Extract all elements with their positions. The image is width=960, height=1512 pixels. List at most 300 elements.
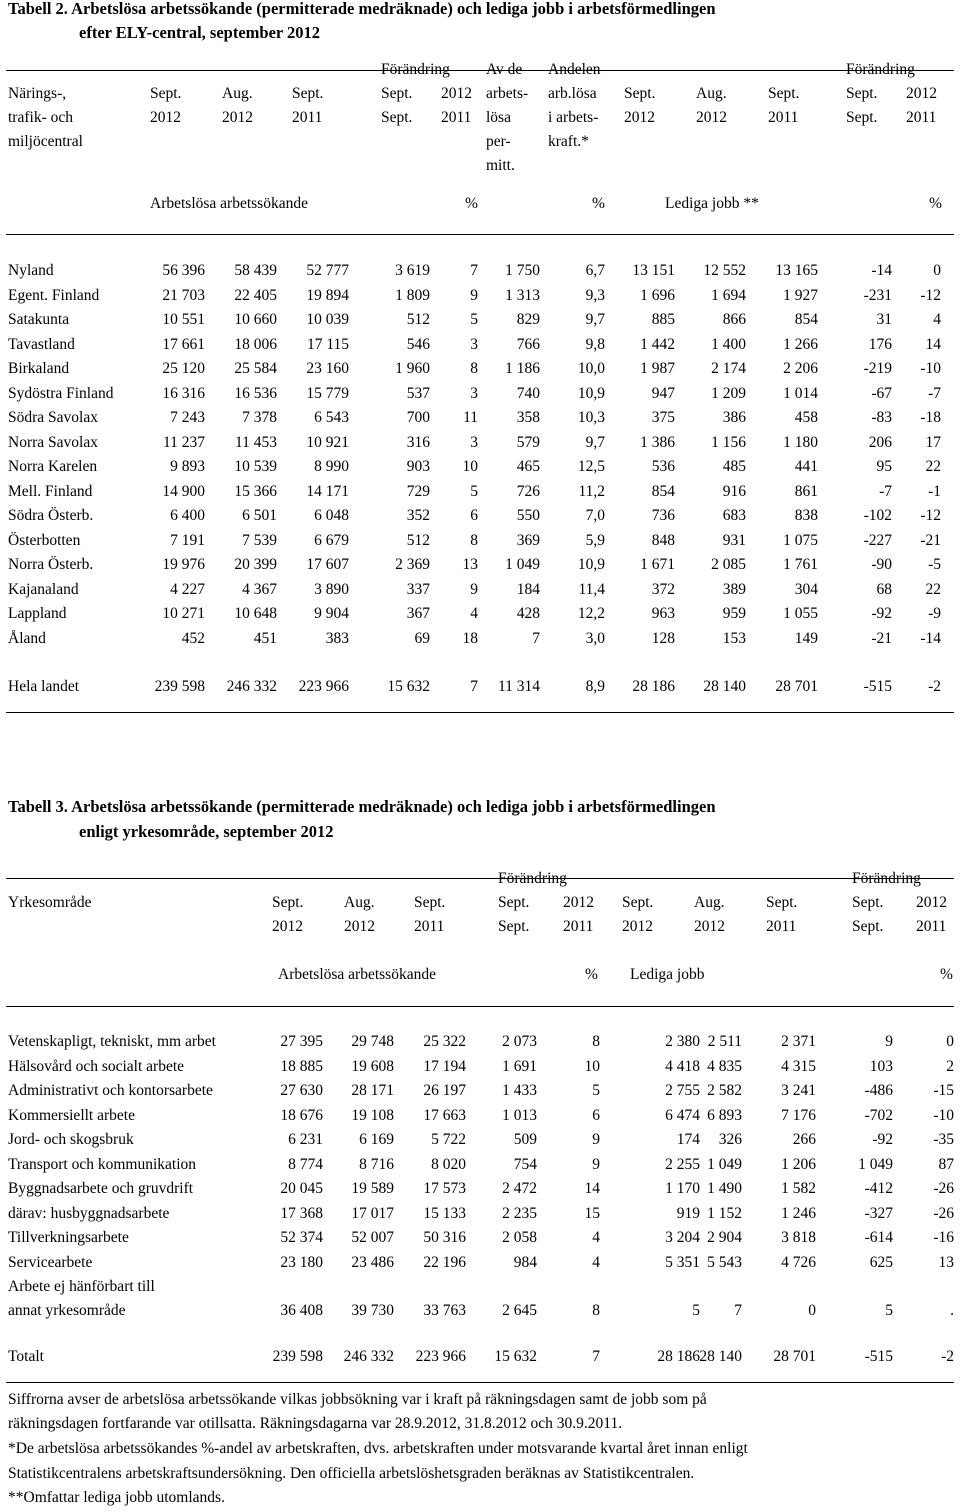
cell-value: 14 900 <box>162 482 205 500</box>
cell-value: 17 661 <box>162 335 205 353</box>
header-change-vacancies: Förändring <box>852 870 921 887</box>
row-label: Nyland <box>8 262 54 279</box>
cell-value: 683 <box>722 507 746 524</box>
cell-value: 9 <box>592 1155 600 1173</box>
cell-value: -26 <box>933 1204 954 1222</box>
header-col-occupation: Yrkesområde <box>8 894 92 911</box>
row-label: Mell. Finland <box>8 482 93 500</box>
header-col-region: trafik- och <box>8 109 73 126</box>
table2-header-rule <box>6 234 954 235</box>
cell-value: 7,0 <box>585 507 605 524</box>
cell-value: 33 763 <box>423 1302 466 1319</box>
cell-value: 2 206 <box>783 360 818 377</box>
header-sept2011: Sept. <box>414 894 446 911</box>
cell-value: 206 <box>868 433 892 451</box>
row-label: Norra Österb. <box>8 556 94 573</box>
cell-value: -515 <box>863 678 892 695</box>
cell-value: -92 <box>871 605 892 622</box>
table2-top-rule <box>6 70 954 71</box>
cell-value: 10 551 <box>162 311 205 328</box>
cell-value: 5 543 <box>707 1253 742 1271</box>
cell-value: -7 <box>879 482 892 500</box>
footnote: *De arbetslösa arbetssökandes %-andel av arbetskraften, dvs. arbetskraften under motsvarande kvartal året innan enligt <box>8 1440 748 1457</box>
cell-value: 21 703 <box>162 286 205 304</box>
cell-value: 28 701 <box>775 678 818 695</box>
cell-value: 5 <box>885 1302 893 1319</box>
cell-value: 1 433 <box>502 1082 537 1099</box>
cell-value: -486 <box>864 1082 893 1099</box>
cell-value: 17 368 <box>280 1204 323 1222</box>
cell-value: 1 152 <box>707 1204 742 1222</box>
cell-value: 9,3 <box>585 286 605 304</box>
cell-value: 17 <box>925 433 941 451</box>
header-change-b: 2012 <box>441 85 472 102</box>
cell-value: 3 <box>470 433 478 451</box>
cell-value: 23 160 <box>306 360 349 377</box>
cell-value: 861 <box>794 482 818 500</box>
cell-value: 9,8 <box>585 335 605 353</box>
cell-value: 13 151 <box>632 262 675 279</box>
cell-value: -12 <box>920 286 941 304</box>
cell-value: 18 885 <box>280 1057 323 1075</box>
cell-value: 15 632 <box>494 1348 537 1365</box>
cell-value: 7 <box>532 629 540 647</box>
cell-value: 7 176 <box>781 1106 816 1124</box>
table2-title: Tabell 2. Arbetslösa arbetssökande (permitterade medräknade) och lediga jobb i arbetsförmedlingen <box>8 0 716 18</box>
footnote: Statistikcentralens arbetskraftsundersökning. Den officiella arbetslöshetsgraden beräknas av Statistikcentralen. <box>8 1465 695 1482</box>
header-av-de: Av de <box>486 61 523 78</box>
cell-value: 103 <box>869 1057 893 1075</box>
cell-value: 512 <box>406 311 430 328</box>
cell-value: 375 <box>651 409 675 426</box>
table3-bottom-rule <box>6 1382 954 1383</box>
cell-value: 4 <box>592 1253 600 1271</box>
header-change-a: Sept. <box>498 894 530 911</box>
cell-value: -10 <box>920 360 941 377</box>
cell-value: 537 <box>406 384 430 402</box>
header-aug2012: 2012 <box>344 918 375 935</box>
cell-value: 337 <box>406 580 430 598</box>
cell-value: 10 039 <box>306 311 349 328</box>
cell-value: -614 <box>864 1229 893 1246</box>
row-label: Tavastland <box>8 335 75 353</box>
table2-bottom-rule <box>6 712 954 713</box>
cell-value: -83 <box>871 409 892 426</box>
header-sept2012: Sept. <box>150 85 182 102</box>
header-change-a: Sept. <box>846 85 878 102</box>
cell-value: 4 <box>933 311 941 328</box>
header-aug2012: Aug. <box>222 85 253 102</box>
cell-value: -327 <box>864 1204 893 1222</box>
cell-value: 16 536 <box>234 384 277 402</box>
header-vac-sept2011: Sept. <box>766 894 798 911</box>
cell-value: 8,9 <box>585 678 605 695</box>
cell-value: -515 <box>864 1348 893 1365</box>
header-andelen: arb.lösa <box>548 85 597 102</box>
row-label: Sydöstra Finland <box>8 384 114 402</box>
cell-value: 52 007 <box>351 1229 394 1246</box>
cell-value: 6 231 <box>288 1131 323 1148</box>
cell-value: 9 <box>470 580 478 598</box>
header-change-a: Sept. <box>381 85 413 102</box>
cell-value: -16 <box>933 1229 954 1246</box>
cell-value: -219 <box>863 360 892 377</box>
cell-value: 1 246 <box>781 1204 816 1222</box>
cell-value: 1 055 <box>783 605 818 622</box>
cell-value: 1 761 <box>783 556 818 573</box>
cell-value: 9 <box>470 286 478 304</box>
cell-value: 9 893 <box>170 458 205 475</box>
row-label: Satakunta <box>8 311 70 328</box>
cell-value: -14 <box>920 629 941 647</box>
header-vac-sept2012: 2012 <box>624 109 655 126</box>
cell-value: 1 386 <box>640 433 675 451</box>
cell-value: 2 255 <box>665 1155 700 1173</box>
table3-title: Tabell 3. Arbetslösa arbetssökande (permitterade medräknade) och lediga jobb i arbetsförmedlingen <box>8 797 716 816</box>
cell-value: 6 169 <box>359 1131 394 1148</box>
cell-value: 358 <box>516 409 540 426</box>
cell-value: 2 755 <box>665 1082 700 1099</box>
cell-value: 1 582 <box>781 1180 816 1197</box>
cell-value: 29 748 <box>351 1033 394 1050</box>
cell-value: 28 171 <box>351 1082 394 1099</box>
group-pct: % <box>940 966 953 983</box>
cell-value: 31 <box>876 311 892 328</box>
cell-value: 20 045 <box>280 1180 323 1197</box>
cell-value: -102 <box>863 507 892 524</box>
cell-value: 27 630 <box>280 1082 323 1099</box>
cell-value: 754 <box>513 1155 537 1173</box>
cell-value: 10 921 <box>306 433 349 451</box>
header-vac-sept2012: Sept. <box>622 894 654 911</box>
row-label: Norra Savolax <box>8 433 98 451</box>
cell-value: 28 186 <box>657 1348 700 1365</box>
cell-value: 36 408 <box>280 1302 323 1319</box>
header-change-unemployed: Förändring <box>498 870 567 887</box>
cell-value: 10,9 <box>577 384 605 402</box>
cell-value: 11 314 <box>497 678 540 695</box>
cell-value: 848 <box>651 531 675 549</box>
cell-value: 223 966 <box>298 678 349 695</box>
header-change-b: 2012 <box>563 894 594 911</box>
cell-value: 9,7 <box>585 311 605 328</box>
cell-value: 367 <box>406 605 430 622</box>
group-pct: % <box>465 195 478 212</box>
cell-value: 1 750 <box>505 262 540 279</box>
cell-value: 28 140 <box>703 678 746 695</box>
cell-value: 1 400 <box>711 335 746 353</box>
cell-value: 14 171 <box>306 482 349 500</box>
row-label: Hela landet <box>8 678 80 695</box>
cell-value: 174 <box>676 1131 700 1148</box>
cell-value: 465 <box>516 458 540 475</box>
cell-value: 246 332 <box>226 678 277 695</box>
row-label: Jord- och skogsbruk <box>8 1131 134 1148</box>
cell-value: 13 <box>938 1253 954 1271</box>
cell-value: 509 <box>513 1131 537 1148</box>
cell-value: -12 <box>920 507 941 524</box>
cell-value: 17 017 <box>351 1204 394 1222</box>
cell-value: 451 <box>253 629 277 647</box>
cell-value: 7 191 <box>170 531 205 549</box>
header-vac-aug2012: Aug. <box>696 85 727 102</box>
cell-value: 6 048 <box>314 507 349 524</box>
cell-value: 19 894 <box>306 286 349 304</box>
cell-value: 1 490 <box>707 1180 742 1197</box>
cell-value: 1 186 <box>505 360 540 377</box>
header-vac-sept2011: 2011 <box>768 109 799 126</box>
cell-value: 14 <box>925 335 941 353</box>
cell-value: 14 <box>584 1180 600 1197</box>
header-vac-sept2012: 2012 <box>622 918 653 935</box>
cell-value: 22 405 <box>234 286 277 304</box>
cell-value: 766 <box>516 335 540 353</box>
cell-value: 10 <box>584 1057 600 1075</box>
cell-value: 550 <box>516 507 540 524</box>
cell-value: 5 722 <box>431 1131 466 1148</box>
row-label: Tillverkningsarbete <box>8 1229 129 1246</box>
cell-value: 16 316 <box>162 384 205 402</box>
row-label: annat yrkesområde <box>8 1302 126 1319</box>
header-change-b: 2011 <box>906 109 937 126</box>
cell-value: 22 196 <box>423 1253 466 1271</box>
header-sept2012: 2012 <box>272 918 303 935</box>
cell-value: 50 316 <box>423 1229 466 1246</box>
cell-value: 8 020 <box>431 1155 466 1173</box>
header-andelen: kraft.* <box>548 133 589 150</box>
cell-value: -412 <box>864 1180 893 1197</box>
header-change-a: Sept. <box>852 918 884 935</box>
cell-value: 239 598 <box>272 1348 323 1365</box>
cell-value: 7 243 <box>170 409 205 426</box>
row-label: Transport och kommunikation <box>8 1155 197 1173</box>
cell-value: 10,9 <box>577 556 605 573</box>
cell-value: 536 <box>651 458 675 475</box>
cell-value: 15 779 <box>306 384 349 402</box>
cell-value: 700 <box>406 409 430 426</box>
cell-value: 1 927 <box>783 286 818 304</box>
row-label: Administrativt och kontorsarbete <box>8 1082 213 1099</box>
cell-value: 2 <box>946 1057 954 1075</box>
cell-value: 2 058 <box>502 1229 537 1246</box>
cell-value: 7 539 <box>242 531 277 549</box>
header-change-a: Sept. <box>381 109 413 126</box>
cell-value: 26 197 <box>423 1082 466 1099</box>
cell-value: -227 <box>863 531 892 549</box>
table2-subtitle: efter ELY-central, september 2012 <box>79 23 321 42</box>
cell-value: 58 439 <box>234 262 277 279</box>
cell-value: 23 486 <box>351 1253 394 1271</box>
cell-value: 1 960 <box>395 360 430 377</box>
group-pct: % <box>929 195 942 212</box>
cell-value: 5,9 <box>585 531 605 549</box>
cell-value: 458 <box>794 409 818 426</box>
cell-value: -2 <box>928 678 941 695</box>
cell-value: 5 <box>470 482 478 500</box>
cell-value: 11 <box>463 409 478 426</box>
cell-value: 246 332 <box>343 1348 394 1365</box>
cell-value: 7 <box>470 262 478 279</box>
cell-value: 829 <box>516 311 540 328</box>
cell-value: 6 <box>592 1106 600 1124</box>
cell-value: 916 <box>722 482 746 500</box>
cell-value: 10,3 <box>577 409 605 426</box>
cell-value: 25 584 <box>234 360 277 377</box>
cell-value: 6 893 <box>707 1106 742 1124</box>
cell-value: 1 691 <box>502 1057 537 1075</box>
cell-value: 11,2 <box>578 482 605 500</box>
cell-value: 17 194 <box>423 1057 466 1075</box>
cell-value: 10 271 <box>162 605 205 622</box>
row-label: Birkaland <box>8 360 70 377</box>
cell-value: 2 582 <box>707 1082 742 1099</box>
cell-value: 68 <box>876 580 892 598</box>
cell-value: 10,0 <box>577 360 605 377</box>
header-change-a: Sept. <box>846 109 878 126</box>
row-label: Österbotten <box>8 531 81 549</box>
cell-value: 3 204 <box>665 1229 700 1246</box>
cell-value: 19 108 <box>351 1106 394 1124</box>
header-change-b: 2011 <box>563 918 594 935</box>
cell-value: -90 <box>871 556 892 573</box>
cell-value: 7 378 <box>242 409 277 426</box>
cell-value: 885 <box>651 311 675 328</box>
row-label: Norra Karelen <box>8 458 98 475</box>
cell-value: 2 904 <box>707 1229 742 1246</box>
cell-value: 1 987 <box>640 360 675 377</box>
cell-value: 2 380 <box>665 1033 700 1050</box>
cell-value: 3 818 <box>781 1229 816 1246</box>
cell-value: 1 442 <box>640 335 675 353</box>
cell-value: 25 322 <box>423 1033 466 1050</box>
header-av-de: lösa <box>486 109 511 126</box>
cell-value: 223 966 <box>415 1348 466 1365</box>
cell-value: 52 777 <box>306 262 349 279</box>
cell-value: 4 367 <box>242 580 277 598</box>
cell-value: -231 <box>863 286 892 304</box>
cell-value: 15 <box>584 1204 600 1222</box>
cell-value: 18 <box>462 629 478 647</box>
cell-value: 5 351 <box>665 1253 700 1271</box>
group-pct: % <box>585 966 598 983</box>
cell-value: 7 <box>592 1348 600 1365</box>
cell-value: 52 374 <box>280 1229 323 1246</box>
group-vacancies: Lediga jobb ** <box>665 195 759 212</box>
header-vac-sept2011: 2011 <box>766 918 797 935</box>
cell-value: 15 632 <box>387 678 430 695</box>
cell-value: -5 <box>928 556 941 573</box>
cell-value: 6 679 <box>314 531 349 549</box>
header-av-de: arbets- <box>486 85 529 102</box>
table3-header-rule <box>6 1006 954 1007</box>
cell-value: 1 694 <box>711 286 746 304</box>
cell-value: 316 <box>406 433 430 451</box>
row-label: Södra Savolax <box>8 409 98 426</box>
cell-value: 4 315 <box>781 1057 816 1075</box>
cell-value: 984 <box>513 1253 537 1271</box>
cell-value: 1 206 <box>781 1155 816 1173</box>
cell-value: -21 <box>871 629 892 647</box>
cell-value: 6 <box>470 507 478 524</box>
cell-value: 726 <box>516 482 540 500</box>
cell-value: 3 <box>470 384 478 402</box>
cell-value: 1 696 <box>640 286 675 304</box>
header-vac-aug2012: Aug. <box>694 894 725 911</box>
row-label: Vetenskapligt, tekniskt, mm arbet <box>8 1033 216 1050</box>
cell-value: 352 <box>406 507 430 524</box>
cell-value: -21 <box>920 531 941 549</box>
cell-value: 4 <box>470 605 478 622</box>
cell-value: 8 <box>470 360 478 377</box>
row-label: Kommersiellt arbete <box>8 1106 135 1124</box>
cell-value: 1 809 <box>395 286 430 304</box>
cell-value: 11 237 <box>162 433 205 451</box>
cell-value: 19 976 <box>162 556 205 573</box>
header-change-unemployed: Förändring <box>381 61 450 78</box>
cell-value: 1 049 <box>707 1155 742 1173</box>
cell-value: 1 313 <box>505 286 540 304</box>
cell-value: 6 543 <box>314 409 349 426</box>
cell-value: 1 180 <box>783 433 818 451</box>
cell-value: 7 <box>470 678 478 695</box>
footnote: Siffrorna avser de arbetslösa arbetssökande vilkas jobbsökning var i kraft på räkningsdagen samt de jobb som på <box>8 1391 707 1408</box>
header-sept2012: 2012 <box>150 109 181 126</box>
cell-value: 736 <box>651 507 675 524</box>
cell-value: 18 006 <box>234 335 277 353</box>
cell-value: 931 <box>722 531 746 549</box>
cell-value: 239 598 <box>154 678 205 695</box>
cell-value: 39 730 <box>351 1302 394 1319</box>
cell-value: 27 395 <box>280 1033 323 1050</box>
cell-value: 6 501 <box>242 507 277 524</box>
row-label: Arbete ej hänförbart till <box>8 1278 155 1295</box>
row-label: Byggnadsarbete och gruvdrift <box>8 1180 194 1197</box>
cell-value: 10 <box>462 458 478 475</box>
row-label: Egent. Finland <box>8 286 100 304</box>
header-change-a: Sept. <box>852 894 884 911</box>
cell-value: 56 396 <box>162 262 205 279</box>
cell-value: 1 049 <box>858 1155 893 1173</box>
cell-value: 1 014 <box>783 384 818 402</box>
cell-value: 176 <box>868 335 892 353</box>
cell-value: 15 133 <box>423 1204 466 1222</box>
cell-value: -2 <box>941 1348 954 1365</box>
cell-value: 17 573 <box>423 1180 466 1197</box>
cell-value: -702 <box>864 1106 893 1124</box>
cell-value: 13 <box>462 556 478 573</box>
cell-value: -35 <box>933 1131 954 1148</box>
header-sept2011: 2011 <box>414 918 445 935</box>
cell-value: 838 <box>794 507 818 524</box>
cell-value: -26 <box>933 1180 954 1197</box>
cell-value: 1 170 <box>665 1180 700 1197</box>
cell-value: 28 186 <box>632 678 675 695</box>
cell-value: 326 <box>718 1131 742 1148</box>
header-andelen: Andelen <box>548 61 601 78</box>
cell-value: 19 608 <box>351 1057 394 1075</box>
cell-value: 10 648 <box>234 605 277 622</box>
cell-value: 959 <box>722 605 746 622</box>
row-label: Hälsovård och socialt arbete <box>8 1057 185 1075</box>
cell-value: 8 990 <box>314 458 349 475</box>
cell-value: 25 120 <box>162 360 205 377</box>
header-aug2012: 2012 <box>222 109 253 126</box>
cell-value: 428 <box>516 605 540 622</box>
cell-value: 10 539 <box>234 458 277 475</box>
header-change-b: 2011 <box>916 918 947 935</box>
cell-value: 2 511 <box>707 1033 742 1050</box>
cell-value: 5 <box>592 1082 600 1099</box>
